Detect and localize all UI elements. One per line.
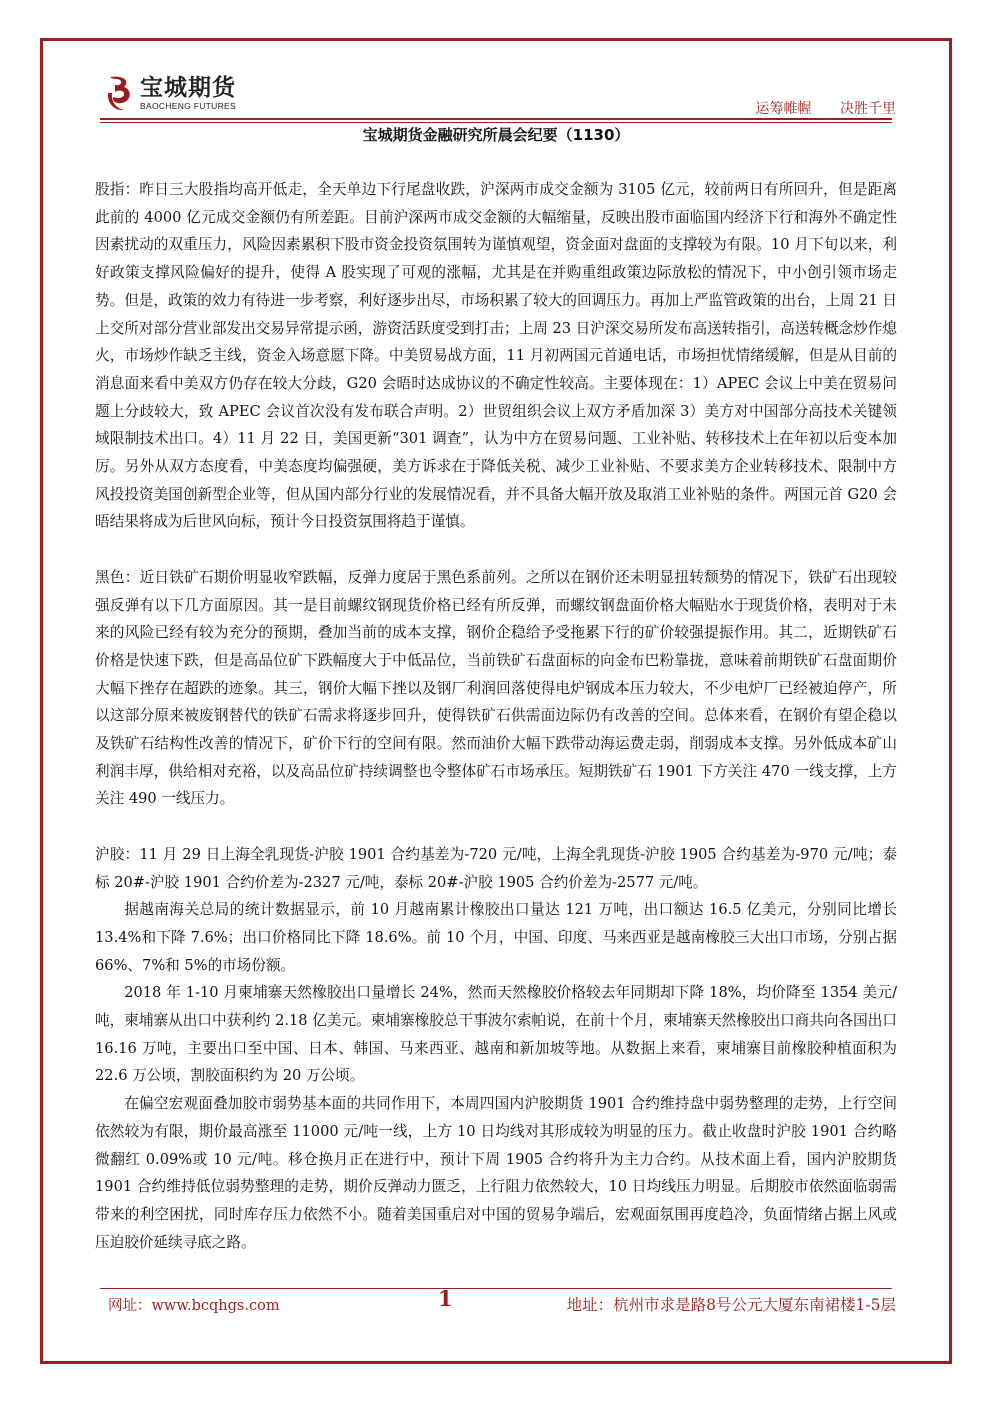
- footer-rule: [100, 1288, 892, 1289]
- rubber-vietnam-paragraph: 据越南海关总局的统计数据显示，前 10 月越南累计橡胶出口量达 121 万吨，出口额达 16.5 亿美元，分别同比增长 13.4%和下降 7.6%；出口价格同比下降 18.6%。前 10 个月，中国、印度、马来西亚是越南橡胶三大出口市场，分别占据 66%、7%和 5%的市场份额。: [95, 901, 897, 974]
- rubber-outlook-paragraph: 在偏空宏观面叠加胶市弱势基本面的共同作用下，本周四国内沪胶期货 1901 合约维持盘中弱势整理的走势，上行空间依然较为有限，期价最高涨至 11000 元/吨一线，上方 10 日均线对其形成较为明显的压力。截止收盘时沪胶 1901 合约略微翻红 0.09%或 10 元/吨。移仓换月正在进行中，预计下周 1905 合约将升为主力合约。从技术面上看，国内沪胶期货 1901 合约维持低位弱势整理的走势，期价反弹动力匮乏，上行阻力依然较大，10 日均线压力明显。后期胶市依然面临弱需带来的利空困扰，同时库存压力依然不小。随着美国重启对中国的贸易争端后，宏观面氛围再度趋冷，负面情绪占据上风或压迫胶价延续寻底之路。: [95, 1095, 897, 1251]
- section-gap: [95, 813, 897, 841]
- page-title: 宝城期货金融研究所晨会纪要（1130）: [362, 126, 630, 144]
- header-slogan: 运筹帷幄 决胜千里: [755, 101, 896, 117]
- company-logo: [104, 72, 236, 114]
- baocheng-logo-icon: [104, 73, 134, 113]
- page-number: 1: [438, 1286, 453, 1311]
- rubber-cambodia-paragraph: 2018 年 1-10 月柬埔寨天然橡胶出口量增长 24%，然而天然橡胶价格较去年同期却下降 18%，均价降至 1354 美元/吨，柬埔寨从出口中获利约 2.18 亿美元。柬埔寨橡胶总干事波尔索帕说，在前十个月，柬埔寨天然橡胶出口商共向各国出口 16.16 万吨，主要出口至中国、日本、韩国、马来西亚、越南和新加坡等地。从数据上来看，柬埔寨目前橡胶种植面积为 22.6 万公顷，割胶面积约为 20 万公顷。: [95, 984, 897, 1085]
- stock-index-paragraph: 股指：昨日三大股指均高开低走，全天单边下行尾盘收跌，沪深两市成交金额为 3105 亿元，较前两日有所回升，但是距离此前的 4000 亿元成交金额仍有所差距。目前沪深两市成交金额的大幅缩量，反映出股市面临国内经济下行和海外不确定性因素扰动的双重压力，风险因素累积下股市资金投资氛围转为谨慎观望，资金面对盘面的支撑较为有限。10 月下旬以来，利好政策支撑风险偏好的提升，使得 A 股实现了可观的涨幅，尤其是在并购重组政策边际放松的情况下，中小创引领市场走势。但是，政策的效力有待进一步考察，利好逐步出尽，市场积累了较大的回调压力。再加上严监管政策的出台，上周 21 日上交所对部分营业部发出交易异常提示函，游资活跃度受到打击；上周 23 日沪深交易所发布高送转指引，高送转概念炒作熄火，市场炒作缺乏主线，资金入场意愿下降。中美贸易战方面，11 月初两国元首通电话，市场担忧情绪缓解，但是从目前的消息面来看中美双方仍存在较大分歧，G20 会晤时达成协议的不确定性较高。主要体现在：1）APEC 会议上中美在贸易问题上分歧较大，致 APEC 会议首次没有发布联合声明。2）世贸组织会议上双方矛盾加深 3）美方对中国部分高技术关键领域限制技术出口。4）11 月 22 日，美国更新“301 调查”，认为中方在贸易问题、工业补贴、转移技术上在年初以后变本加厉。另外从双方态度看，中美态度均偏强硬，美方诉求在于降低关税、减少工业补贴、不要求美方企业转移技术、限制中方风投投资美国创新型企业等，但从国内部分行业的发展情况看，并不具备大幅开放及取消工业补贴的条件。两国元首 G20 会晤结果将成为后世风向标，预计今日投资氛围将趋于谨慎。: [95, 181, 897, 531]
- footer-address: 地址：杭州市求是路8号公元大厦东南裙楼1-5层: [566, 1296, 896, 1314]
- logo-english-name: BAOCHENG FUTURES: [140, 101, 236, 111]
- footer-website: 网址：www.bcqhgs.com: [108, 1298, 280, 1314]
- rubber-basis-paragraph: 沪胶：11 月 29 日上海全乳现货-沪胶 1901 合约基差为-720 元/吨，上海全乳现货-沪胶 1905 合约基差为-970 元/吨；泰标 20#-沪胶 1901 合约价差为-2327 元/吨，泰标 20#-沪胶 1905 合约价差为-2577 元/吨。: [95, 845, 897, 891]
- logo-chinese-name: 宝城期货: [140, 75, 236, 101]
- section-gap: [95, 536, 897, 564]
- report-body: [95, 176, 897, 1256]
- header-rule-thick: [100, 118, 892, 120]
- ferrous-paragraph: 黑色：近日铁矿石期价明显收窄跌幅，反弹力度居于黑色系前列。之所以在钢价还未明显扭转颓势的情况下，铁矿石出现较强反弹有以下几方面原因。其一是目前螺纹钢现货价格已经有所反弹，而螺纹钢盘面价格大幅贴水于现货价格，表明对于未来的风险已经有较为充分的预期，叠加当前的成本支撑，钢价企稳给予受拖累下行的矿价较强提振作用。其二，近期铁矿石价格是快速下跌，但是高品位矿下跌幅度大于中低品位，当前铁矿石盘面标的向金布巴粉靠拢，意味着前期铁矿石盘面期价大幅下挫存在超跌的迹象。其三，钢价大幅下挫以及钢厂利润回落使得电炉钢成本压力较大，不少电炉厂已经被迫停产，所以这部分原来被废钢替代的铁矿石需求将逐步回升，使得铁矿石供需面边际仍有改善的空间。总体来看，在钢价有望企稳以及铁矿石结构性改善的情况下，矿价下行的空间有限。然而油价大幅下跌带动海运费走弱，削弱成本支撑。另外低成本矿山利润丰厚，供给相对充裕，以及高品位矿持续调整也令整体矿石市场承压。短期铁矿石 1901 下方关注 470 一线支撑，上方关注 490 一线压力。: [95, 568, 897, 808]
